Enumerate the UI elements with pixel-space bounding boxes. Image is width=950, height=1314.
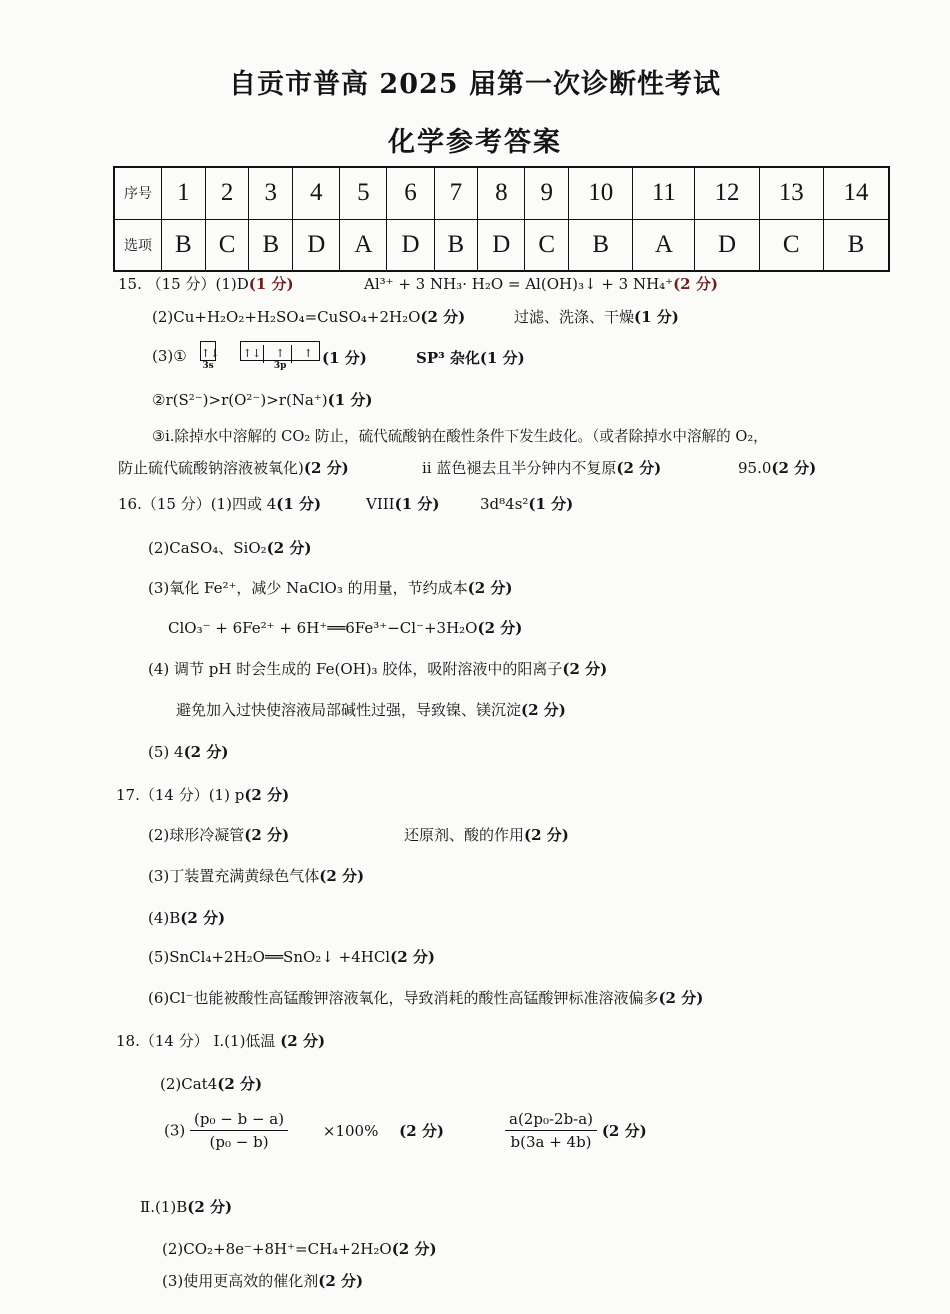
points: (2 分) — [399, 1122, 444, 1140]
points: (2 分) — [771, 459, 817, 477]
q17-line-6: (6)Cl⁻也能被酸性高锰酸钾溶液氧化，导致消耗的酸性高锰酸钾标准溶液偏多(2 分) — [148, 989, 704, 1007]
orbital-3p-label: 3p — [273, 360, 287, 371]
points: (2 分) — [673, 275, 718, 293]
points: (2 分) — [601, 1122, 647, 1140]
row-label-number: 序号 — [114, 167, 162, 219]
points: (2 分) — [303, 459, 349, 477]
q15-line-2b: 过滤、洗涤、干燥(1 分) — [514, 308, 679, 326]
number-cell: 12 — [695, 167, 759, 219]
choice-cell: C — [525, 219, 569, 271]
points: (2 分) — [244, 786, 290, 804]
choice-cell: D — [478, 219, 525, 271]
points: (2 分) — [562, 660, 608, 678]
points: (2 分) — [180, 909, 226, 927]
paired-arrows: ↑↓ — [201, 346, 220, 360]
number-cell: 8 — [478, 167, 525, 219]
q17-line-3: (3)丁装置充满黄绿色气体(2 分) — [148, 867, 365, 885]
points: (2 分) — [183, 743, 229, 761]
number-cell: 4 — [293, 167, 340, 219]
choice-cell: A — [340, 219, 387, 271]
q16-line-3: (3)氧化 Fe²⁺，减少 NaClO₃ 的用量，节约成本(2 分) — [148, 579, 513, 597]
q18-line-5: (2)CO₂+8e⁻+8H⁺=CH₄+2H₂O(2 分) — [162, 1240, 437, 1258]
points: (2 分) — [319, 867, 365, 885]
q17-line-2b: 还原剂、酸的作用(2 分) — [404, 826, 569, 844]
q15-line-3: (3)① — [152, 347, 187, 365]
q15-line-2: (2)Cu+H₂O₂+H₂SO₄=CuSO₄+2H₂O(2 分) — [152, 308, 466, 326]
points: (2 分) — [467, 579, 513, 597]
points: (2 分) — [318, 1272, 364, 1290]
choice-cell: D — [387, 219, 434, 271]
q18-line-3b — [505, 1110, 647, 1151]
choice-cell: C — [759, 219, 823, 271]
q15-equation-1: Al³⁺ + 3 NH₃· H₂O = Al(OH)₃↓ + 3 NH₄⁺(2 分) — [364, 275, 718, 293]
number-cell: 2 — [205, 167, 249, 219]
q18-line-3: (3) $\frac{\text{(p₀ − b − a)}}{\text{(p₀ − b)}}$ ×100% (2 分) — [164, 1110, 444, 1151]
q15-hybridization: SP³ 杂化(1 分) — [416, 349, 525, 367]
q15-line-4: ②r(S²⁻)>r(O²⁻)>r(Na⁺)(1 分) — [152, 391, 373, 409]
choice-cell: B — [162, 219, 206, 271]
points: (2 分) — [244, 826, 290, 844]
number-cell: 3 — [249, 167, 293, 219]
points: (2 分) — [187, 1198, 233, 1216]
q15-line-6: 防止硫代硫酸钠溶液被氧化)(2 分) — [118, 459, 349, 477]
number-cell: 7 — [434, 167, 478, 219]
q15-line-6b: ii 蓝色褪去且半分钟内不复原(2 分) — [422, 459, 662, 477]
choice-cell: B — [249, 219, 293, 271]
number-cell: 10 — [569, 167, 633, 219]
q18-line-2: (2)Cat4(2 分) — [160, 1075, 263, 1093]
q18-line-6: (3)使用更高效的催化剂(2 分) — [162, 1272, 364, 1290]
number-cell: 1 — [162, 167, 206, 219]
q16-line-5: (4) 调节 pH 时会生成的 Fe(OH)₃ 胶体，吸附溶液中的阳离子(2 分) — [148, 660, 608, 678]
orbital-3s-box — [200, 340, 220, 371]
points: (2 分) — [391, 1240, 437, 1258]
points: (2 分) — [420, 308, 466, 326]
points: (2 分) — [521, 701, 566, 719]
points: (1 分) — [479, 349, 525, 367]
q17-line-2: (2)球形冷凝管(2 分) — [148, 826, 290, 844]
answer-table-number-row — [114, 167, 889, 219]
choice-cell: B — [823, 219, 889, 271]
number-cell: 5 — [340, 167, 387, 219]
page-subtitle: 化学参考答案 — [388, 127, 562, 158]
row-label-choice: 选项 — [114, 219, 162, 271]
q17-line-5: (5)SnCl₄+2H₂O══SnO₂↓ +4HCl(2 分) — [148, 948, 435, 966]
q16-line-1b: VIII(1 分) — [366, 495, 440, 513]
q17-line-4: (4)B(2 分) — [148, 909, 226, 927]
q16-line-1: 16.（15 分）(1)四或 4(1 分) — [118, 495, 322, 513]
points: (2 分) — [266, 539, 312, 557]
points: (2 分) — [616, 459, 662, 477]
number-cell: 6 — [387, 167, 434, 219]
up-arrow: ↑ — [269, 345, 292, 363]
number-cell: 11 — [633, 167, 695, 219]
points: (2 分) — [658, 989, 704, 1007]
points: (1 分) — [276, 495, 322, 513]
choice-cell: D — [695, 219, 759, 271]
orbital-3p-box — [240, 340, 320, 371]
points: (1 分) — [327, 391, 373, 409]
choice-cell: A — [633, 219, 695, 271]
q15-line-5: ③i.除掉水中溶解的 CO₂ 防止，硫代硫酸钠在酸性条件下发生歧化。（或者除掉水中溶解的 O₂， — [152, 428, 768, 445]
q16-line-1c: 3d⁸4s²(1 分) — [480, 495, 574, 513]
fraction-2: $\frac{\text{a(2p₀-2b-a)}}{b(3a + 4b)}$ — [505, 1110, 597, 1151]
points: (1 分) — [394, 495, 440, 513]
q16-line-6: 避免加入过快使溶液局部碱性过强，导致镍、镁沉淀(2 分) — [176, 701, 566, 719]
choice-cell: D — [293, 219, 340, 271]
points: (2 分) — [390, 948, 435, 966]
q16-line-2: (2)CaSO₄、SiO₂(2 分) — [148, 539, 312, 557]
q18-line-1: 18.（14 分） Ⅰ.(1)低温 (2 分) — [116, 1032, 326, 1050]
answer-table — [113, 166, 890, 272]
points: (2 分) — [217, 1075, 263, 1093]
number-cell: 9 — [525, 167, 569, 219]
q15-line-6c: 95.0(2 分) — [738, 459, 817, 477]
points: (2 分) — [477, 619, 523, 637]
q17-line-1: 17.（14 分）(1) p(2 分) — [116, 786, 290, 804]
q16-equation: ClO₃⁻ + 6Fe²⁺ + 6H⁺══6Fe³⁺−Cl⁻+3H₂O(2 分) — [168, 619, 523, 637]
paired-arrows: ↑↓ — [241, 345, 264, 363]
orbital-3s-label: 3s — [202, 360, 214, 371]
q15-line-1: 15. （15 分）(1)D(1 分) — [118, 275, 294, 293]
points: (1 分) — [634, 308, 679, 326]
points: (1 分) — [248, 275, 294, 293]
number-cell: 13 — [759, 167, 823, 219]
choice-cell: B — [434, 219, 478, 271]
up-arrow: ↑ — [303, 346, 313, 360]
choice-cell: B — [569, 219, 633, 271]
q18-line-4: Ⅱ.(1)B(2 分) — [140, 1198, 233, 1216]
fraction-1: $\frac{\text{(p₀ − b − a)}}{\text{(p₀ − b)}}$ — [190, 1110, 288, 1151]
q15-points-orbital: (1 分) — [322, 349, 367, 367]
q16-line-7: (5) 4(2 分) — [148, 743, 229, 761]
answer-table-choice-row — [114, 219, 889, 271]
number-cell: 14 — [823, 167, 889, 219]
points: (2 分) — [280, 1032, 326, 1050]
page-title: 自贡市普高 2025 届第一次诊断性考试 — [229, 69, 721, 100]
choice-cell: C — [205, 219, 249, 271]
points: (1 分) — [528, 495, 574, 513]
points: (2 分) — [524, 826, 569, 844]
